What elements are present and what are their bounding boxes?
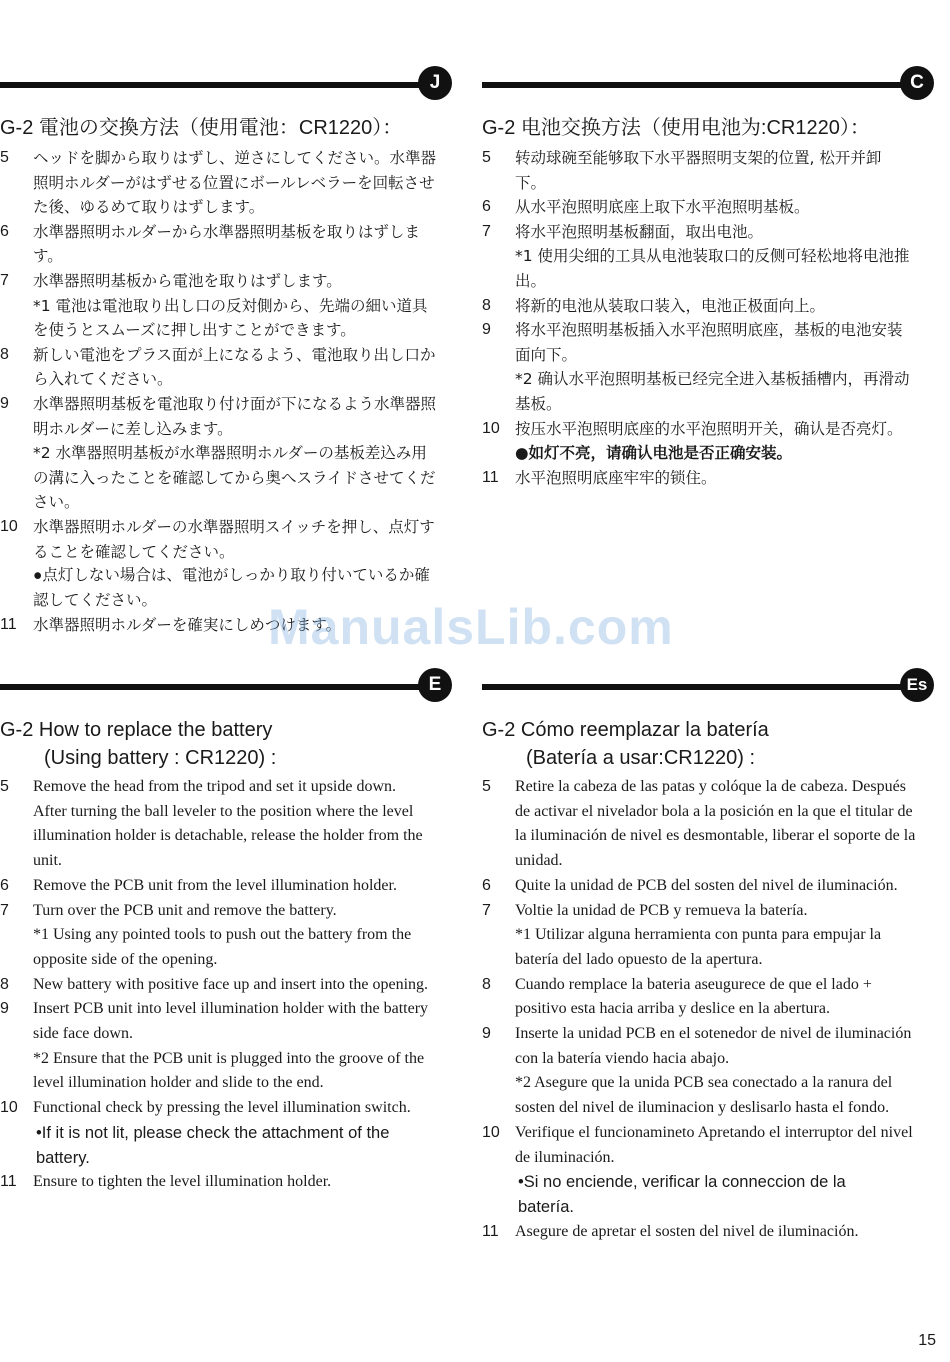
note-text: *1 Utilizar alguna herramienta con punta para empujar la batería del lado opuesto de la apertura. xyxy=(515,926,882,968)
section-divider xyxy=(0,684,430,690)
step-number: 5 xyxy=(482,149,491,166)
step-text: 转动球碗至能够取下水平器照明支架的位置, 松开并卸下。 xyxy=(515,149,882,192)
section-heading xyxy=(0,716,276,772)
note-text: *2 Asegure que la unida PCB sea conectado a la ranura del sosten del nivel de iluminacion y deslisarlo hasta el fondo. xyxy=(515,1074,893,1117)
language-badge: C xyxy=(900,66,934,100)
step-text: 将水平泡照明基板插入水平泡照明底座，基板的电池安装面向下。 xyxy=(515,321,903,364)
step-number: 8 xyxy=(0,975,9,993)
step-text: Remove the PCB unit from the level illumination holder. xyxy=(33,876,397,894)
step-text: 从水平泡照明底座上取下水平泡照明基板。 xyxy=(515,198,810,217)
heading-line: G-2 Cómo reemplazar la batería xyxy=(482,719,769,741)
step-text: Voltie la unidad de PCB y remueva la batería. xyxy=(515,901,808,919)
step-number: 10 xyxy=(0,1099,18,1117)
step-number: 7 xyxy=(0,271,9,289)
step-text: Functional check by pressing the level illumination switch. xyxy=(33,1099,411,1117)
section-heading: G-2 電池の交換方法（使用電池：CR1220）： xyxy=(0,117,403,139)
step-number: 5 xyxy=(482,778,491,795)
list-item xyxy=(0,973,430,998)
step-number: 10 xyxy=(0,517,18,535)
instruction-list xyxy=(0,146,440,638)
list-item xyxy=(482,775,917,874)
step-text: 将新的电池从装取口装入，电池正极面向上。 xyxy=(515,296,826,315)
note-text: *1 Using any pointed tools to push out the battery from the opposite side of the opening. xyxy=(33,926,412,968)
note-text: •Si no enciende, verificar la conneccion de la batería. xyxy=(518,1173,846,1216)
list-item xyxy=(482,318,912,367)
step-number: 6 xyxy=(482,198,491,216)
step-number: 8 xyxy=(0,345,9,363)
section-divider xyxy=(482,82,912,88)
instruction-list xyxy=(0,775,430,1195)
step-number: 11 xyxy=(0,1173,17,1191)
list-note xyxy=(482,1071,917,1120)
step-text: 水準器照明基板から電池を取りはずします。 xyxy=(33,271,342,290)
list-item xyxy=(0,775,430,874)
step-text: 水準器照明基板を電池取り付け面が下になるよう水準器照明ホルダーに差し込みます。 xyxy=(33,394,437,438)
step-number: 11 xyxy=(482,1222,499,1240)
step-number: 9 xyxy=(482,1025,491,1043)
heading-line: (Using battery : CR1220) : xyxy=(44,747,277,769)
heading-line: (Batería a usar:CR1220) : xyxy=(526,747,755,769)
list-item xyxy=(482,1220,917,1245)
list-item xyxy=(0,1096,430,1121)
list-item xyxy=(482,195,912,220)
step-number: 7 xyxy=(0,901,9,919)
step-number: 11 xyxy=(482,468,499,486)
list-note xyxy=(482,244,912,293)
step-number: 8 xyxy=(482,296,491,314)
note-text: ●点灯しない場合は、電池がしっかり取り付いているか確認してください。 xyxy=(33,567,430,609)
page-number: 15 xyxy=(918,1332,936,1349)
heading-line: G-2 How to replace the battery xyxy=(0,719,273,741)
step-text: 水準器照明ホルダーを確実にしめつけます。 xyxy=(33,616,342,635)
list-item xyxy=(482,466,912,491)
step-number: 11 xyxy=(0,616,17,634)
list-item xyxy=(0,1170,430,1195)
language-badge: E xyxy=(418,668,452,702)
section-divider xyxy=(482,684,912,690)
list-item xyxy=(0,146,440,220)
step-text: Quite la unidad de PCB del sosten del nivel de iluminación. xyxy=(515,876,898,894)
step-text: ヘッドを脚から取りはずし、逆さにしてください。水準器照明ホルダーがはずせる位置にボールレベラーを回転させた後、ゆるめて取りはずします。 xyxy=(33,149,437,217)
list-item xyxy=(0,997,430,1046)
note-text: •If it is not lit, please check the attachment of the battery. xyxy=(36,1123,390,1167)
list-item xyxy=(482,973,917,1022)
list-item xyxy=(482,417,912,442)
list-note xyxy=(482,367,912,416)
step-text: 水準器照明ホルダーの水準器照明スイッチを押し、点灯することを確認してください。 xyxy=(33,517,435,561)
list-note xyxy=(482,923,917,972)
note-text: *1 使用尖细的工具从电池装取口的反侧可轻松地将电池推出。 xyxy=(515,247,910,290)
step-text: 将水平泡照明基板翻面，取出电池。 xyxy=(515,222,764,241)
list-note xyxy=(482,441,912,466)
list-item xyxy=(482,294,912,319)
language-badge: J xyxy=(418,66,452,100)
step-text: Verifique el funcionamineto Apretando el interruptor del nivel de iluminación. xyxy=(515,1123,913,1166)
step-number: 9 xyxy=(0,394,9,412)
step-text: 新しい電池をプラス面が上になるよう、電池取り出し口から入れてください。 xyxy=(33,345,436,389)
step-text: 水準器照明ホルダーから水準器照明基板を取りはずします。 xyxy=(33,222,420,266)
step-text: Remove the head from the tripod and set it upside down. After turning the ball leveler to the position where the level illumination holder is detachable, release the holder from the unit. xyxy=(33,778,423,870)
step-text: Inserte la unidad PCB en el sotenedor de nivel de iluminación con la batería viendo hacia abajo. xyxy=(515,1025,912,1067)
note-text: ●如灯不亮，请确认电池是否正确安装。 xyxy=(515,444,793,463)
step-text: Cuando remplace la bateria aseugurece de que el lado + positivo esta hacia arriba y deslice en la abertura. xyxy=(515,975,872,1018)
list-note xyxy=(0,1047,430,1096)
list-note xyxy=(0,441,440,515)
step-number: 9 xyxy=(0,1000,9,1018)
step-number: 6 xyxy=(0,222,9,240)
section-heading: G-2 电池交换方法（使用电池为:CR1220）： xyxy=(482,117,870,139)
step-text: 按压水平泡照明底座的水平泡照明开关，确认是否亮灯。 xyxy=(515,419,903,438)
list-item xyxy=(482,899,917,924)
language-badge: Es xyxy=(900,668,934,702)
list-note xyxy=(0,294,440,343)
list-item xyxy=(482,220,912,245)
step-number: 6 xyxy=(482,876,491,894)
list-item xyxy=(0,343,440,392)
list-item xyxy=(0,874,430,899)
list-item xyxy=(482,1022,917,1071)
list-item xyxy=(482,1121,917,1170)
list-note xyxy=(482,1170,917,1219)
list-item xyxy=(482,146,912,195)
step-number: 10 xyxy=(482,1123,500,1141)
step-number: 6 xyxy=(0,876,9,894)
list-note xyxy=(0,923,430,972)
note-text: *2 水準器照明基板が水準器照明ホルダーの基板差込み用の溝に入ったことを確認してから奥へスライドさせてください。 xyxy=(33,444,436,512)
step-text: Retire la cabeza de las patas y colóque la de cabeza. Después de activar el nivelador bola a la posición en la que el titular de la iluminación de nivel es desmontable, liberar el soporte de la unidad. xyxy=(515,778,916,870)
list-item xyxy=(0,220,440,269)
note-text: *1 電池は電池取り出し口の反対側から、先端の細い道具を使うとスムーズに押し出すことができます。 xyxy=(33,296,428,340)
list-item xyxy=(482,874,917,899)
instruction-list xyxy=(482,146,912,490)
instruction-list xyxy=(482,775,917,1244)
list-item xyxy=(0,269,440,294)
note-text: *2 确认水平泡照明基板已经完全进入基板插槽内，再滑动基板。 xyxy=(515,370,910,413)
list-note xyxy=(0,1121,430,1170)
step-number: 9 xyxy=(482,321,491,339)
section-divider xyxy=(0,82,430,88)
step-number: 8 xyxy=(482,975,491,993)
list-item xyxy=(0,392,440,441)
step-text: Turn over the PCB unit and remove the battery. xyxy=(33,901,337,919)
step-text: Asegure de apretar el sosten del nivel de iluminación. xyxy=(515,1222,859,1240)
step-number: 7 xyxy=(482,901,491,919)
step-text: 水平泡照明底座牢牢的锁住。 xyxy=(515,468,717,487)
section-heading xyxy=(482,716,769,772)
step-text: Ensure to tighten the level illumination holder. xyxy=(33,1173,332,1191)
step-number: 7 xyxy=(482,222,491,240)
step-number: 5 xyxy=(0,149,9,166)
list-item xyxy=(0,899,430,924)
watermark: ManualsLib.com xyxy=(268,599,674,655)
note-text: *2 Ensure that the PCB unit is plugged into the groove of the level illumination holder and slide to the end. xyxy=(33,1049,425,1092)
step-number: 5 xyxy=(0,778,9,795)
step-text: New battery with positive face up and insert into the opening. xyxy=(33,975,429,993)
step-number: 10 xyxy=(482,419,500,437)
list-item xyxy=(0,515,440,564)
step-text: Insert PCB unit into level illumination holder with the battery side face down. xyxy=(33,1000,429,1043)
